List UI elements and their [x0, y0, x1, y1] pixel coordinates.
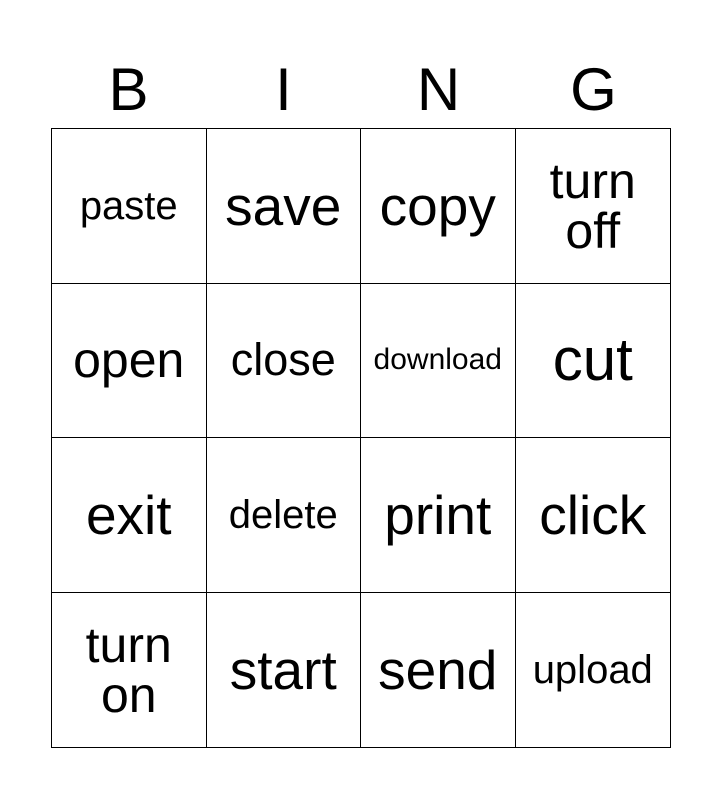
bingo-cell[interactable]: [516, 129, 671, 284]
cell-label: turn on: [85, 616, 172, 723]
cell-label: open: [73, 332, 185, 389]
cell-label: save: [225, 174, 342, 237]
bingo-cell[interactable]: [207, 438, 362, 593]
bingo-cell[interactable]: [52, 129, 207, 284]
bingo-cell[interactable]: [516, 284, 671, 439]
bingo-cell[interactable]: [207, 129, 362, 284]
cell-label: close: [230, 334, 336, 386]
bingo-cell[interactable]: [516, 593, 671, 748]
bingo-cell[interactable]: [52, 284, 207, 439]
bingo-cell[interactable]: [207, 284, 362, 439]
bingo-cell[interactable]: [361, 593, 516, 748]
cell-label: copy: [379, 174, 496, 237]
cell-label: send: [378, 638, 498, 701]
bingo-cell[interactable]: [361, 284, 516, 439]
cell-label: click: [539, 483, 647, 546]
cell-label: start: [229, 638, 337, 701]
cell-label: paste: [79, 183, 178, 228]
cell-label: cut: [552, 326, 633, 394]
cell-label: turn off: [549, 152, 636, 259]
cell-label: download: [373, 343, 502, 377]
header-letter-b: B: [108, 56, 149, 123]
cell-label: exit: [85, 483, 172, 546]
header-letter-g: G: [570, 56, 617, 123]
cell-label: delete: [228, 492, 338, 537]
bingo-header: [51, 52, 671, 128]
bingo-board: [51, 128, 671, 748]
bingo-cell[interactable]: [52, 438, 207, 593]
bingo-cell[interactable]: [516, 438, 671, 593]
header-letter-n: N: [416, 56, 461, 123]
cell-label: print: [384, 483, 492, 546]
bingo-cell[interactable]: [207, 593, 362, 748]
bingo-cell[interactable]: [361, 438, 516, 593]
bingo-cell[interactable]: [361, 129, 516, 284]
bingo-cell[interactable]: [52, 593, 207, 748]
header-letter-i: I: [275, 56, 292, 123]
cell-label: upload: [532, 647, 653, 692]
